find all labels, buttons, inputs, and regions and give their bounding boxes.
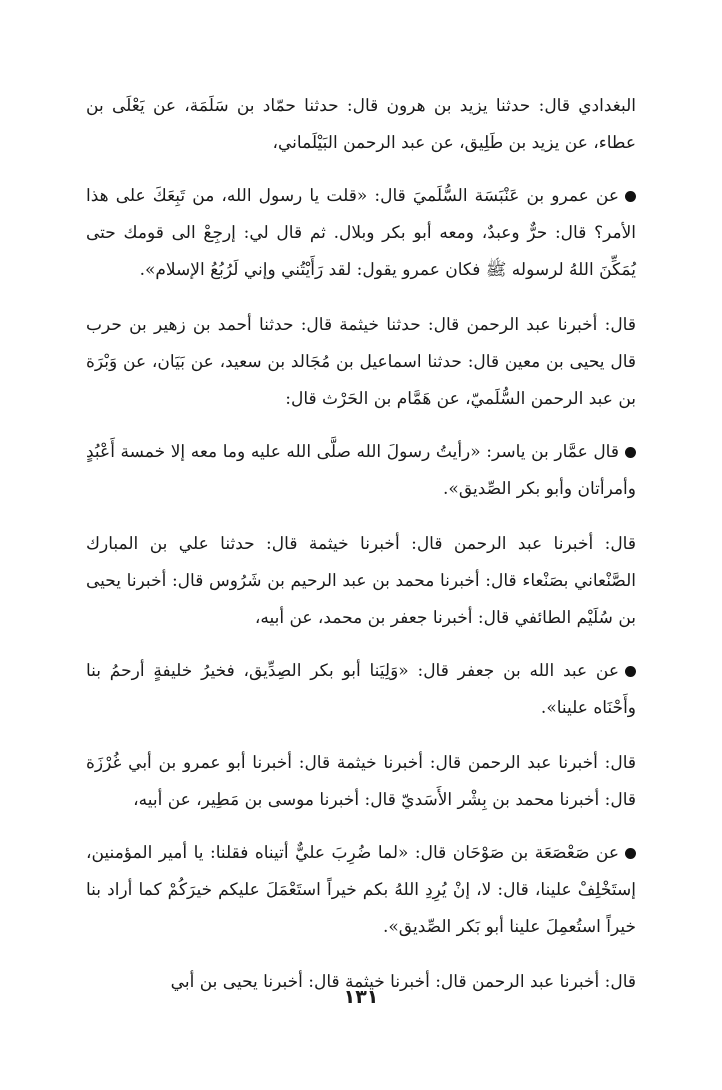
bullet-icon bbox=[625, 848, 636, 859]
isnad-paragraph: قال: أخبرنا عبد الرحمن قال: حدثنا خيثمة قال: حدثنا أحمد بن زهير بن حرب قال يحيى بن معين قال: حدثنا اسماعيل بن مُجَالد بن سعيد، عن بَيَان، عن وَبْرَة بن عبد الرحمن السُّلَميّ، عن هَمَّام بن الحَرْث قال: bbox=[86, 315, 636, 409]
isnad-paragraph: قال: أخبرنا عبد الرحمن قال: أخبرنا خيثمة قال: أخبرنا أبو عمرو بن أبي غُرْزَة قال: أخبرنا محمد بن بِشْر الأَسَديّ قال: أخبرنا موسى بن مَطِير، عن أبيه، bbox=[86, 753, 636, 810]
page-number: ١٣١ bbox=[343, 986, 379, 1008]
hadith-paragraph: عن عبد الله بن جعفر قال: «وَلِيَنا أبو بكر الصِدِّيق، فخيرُ خليفةٍ أرحمُ بنا وأَحْنَاه علينا». bbox=[86, 661, 636, 718]
isnad-paragraph: قال: أخبرنا عبد الرحمن قال: أخبرنا خيثمة قال: أخبرنا يحيى بن أبي bbox=[170, 972, 636, 992]
hadith-paragraph: عن عمرو بن عَنْبَسَة السُّلَميَ قال: «قلت يا رسول الله، من تَبِعَكَ على هذا الأمر؟ قال: حرٌّ وعبدٌ، ومعه أبو بكر وبلال. ثم قال لي: إرجِعْ الى قومك حتى يُمَكِّنَ اللهُ لرسوله ﷺ فكان عمرو يقول: لقد رَأَيْتُني وإني لَرُبُعُ الإسلام». bbox=[86, 186, 636, 280]
bullet-icon bbox=[625, 447, 636, 458]
isnad-paragraph: قال: أخبرنا عبد الرحمن قال: أخبرنا خيثمة قال: حدثنا علي بن المبارك الصَّنْعاني بصَنْعاء قال: أخبرنا محمد بن عبد الرحيم بن شَرُوس قال: أخبرنا يحيى بن سُلَيْم الطائفي قال: أخبرنا جعفر بن محمد، عن أبيه، bbox=[86, 534, 636, 628]
isnad-paragraph: البغدادي قال: حدثنا يزيد بن هرون قال: حدثنا حمّاد بن سَلَمَة، عن يَعْلَى بن عطاء، عن يزيد بن طَلِيق، عن عبد الرحمن البَيْلَماني، bbox=[86, 96, 636, 153]
hadith-paragraph: قال عمَّار بن ياسر: «رأيتُ رسولَ الله صلَّى الله عليه وما معه إلا خمسة أَعْبُدٍ وأمرأتان وأبو بكر الصِّديق». bbox=[86, 442, 636, 499]
bullet-icon bbox=[625, 666, 636, 677]
bullet-icon bbox=[625, 191, 636, 202]
hadith-paragraph: عن صَعْصَعَة بن صَوْحَان قال: «لما ضُرِبَ عليٌّ أتيناه فقلنا: يا أمير المؤمنين، إستَخْلِفْ علينا، قال: لا، إنْ يُرِدِ اللهُ بكم خيراً استَعْمَلَ عليكم خيرَكُمْ كما أراد بنا خيراً استُعمِلَ علينا أبو بَكر الصِّديق». bbox=[86, 843, 636, 937]
page-body bbox=[86, 88, 636, 1017]
